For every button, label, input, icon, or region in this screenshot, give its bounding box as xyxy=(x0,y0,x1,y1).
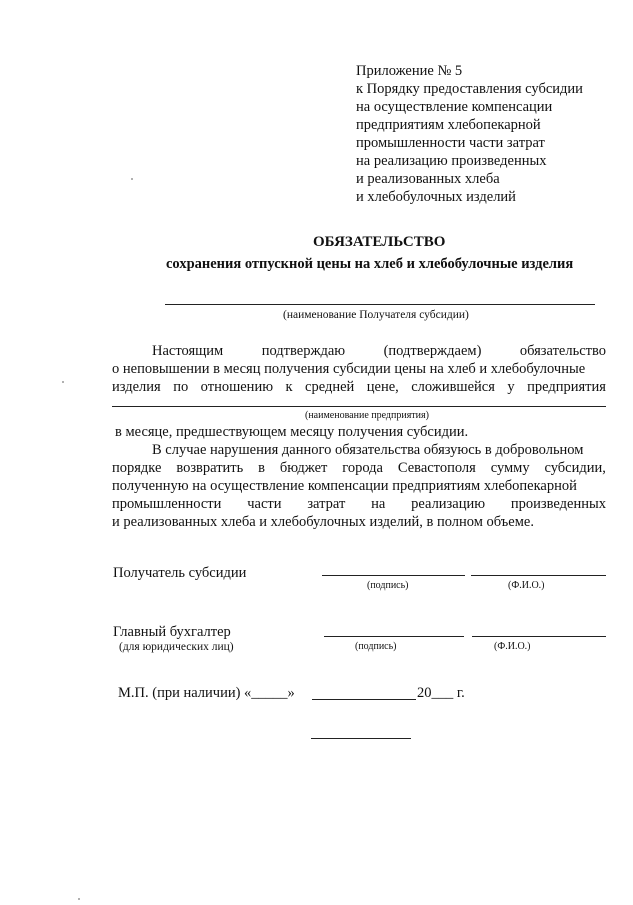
recipient-fio-line xyxy=(471,575,606,576)
para2-line-3: полученную на осуществление компенсации предприятиям хлебопекарной xyxy=(112,478,577,494)
body-word: средней xyxy=(305,379,355,395)
body-word: затрат xyxy=(307,496,346,512)
accountant-signature-caption: (подпись) xyxy=(355,641,397,652)
date-month-line xyxy=(312,699,416,700)
document-subtitle: сохранения отпускной цены на хлеб и хлебобулочные изделия xyxy=(166,256,574,272)
appendix-line: Приложение № 5 xyxy=(356,63,463,79)
body-word: бюджет xyxy=(279,460,328,476)
body-word: к xyxy=(285,379,293,395)
body-word: сложившейся xyxy=(411,379,495,395)
appendix-line: и реализованных хлеба xyxy=(356,171,500,187)
body-word: изделия xyxy=(112,379,161,395)
body-word: отношению xyxy=(200,379,274,395)
recipient-signature-line xyxy=(322,575,465,576)
body-line-3 xyxy=(112,379,606,397)
recipient-fio-caption: (Ф.И.О.) xyxy=(508,580,545,591)
appendix-line: и хлебобулочных изделий xyxy=(356,189,516,205)
body-word: произведенных xyxy=(510,496,606,512)
body-word: порядке xyxy=(112,460,162,476)
body-line-2: о неповышении в месяц получения субсидии цены на хлеб и хлебобулочные xyxy=(112,361,586,377)
body-word: возвратить xyxy=(176,460,244,476)
body-word: по xyxy=(173,379,189,395)
body-word: подтверждаю xyxy=(261,343,346,359)
body-word: Севастополя xyxy=(397,460,476,476)
separator-line xyxy=(311,738,411,739)
enterprise-name-line xyxy=(112,406,606,407)
para2-line-4 xyxy=(112,496,606,514)
body-word: промышленности xyxy=(112,496,222,512)
body-word: у xyxy=(507,379,515,395)
body-word: сумму xyxy=(490,460,530,476)
body-word: субсидии, xyxy=(544,460,606,476)
body-word: части xyxy=(247,496,282,512)
body-line-4: в месяце, предшествующем месяцу получения субсидии. xyxy=(115,424,469,440)
appendix-line: предприятиям хлебопекарной xyxy=(356,117,541,133)
accountant-note: (для юридических лиц) xyxy=(119,641,234,653)
accountant-fio-caption: (Ф.И.О.) xyxy=(494,641,531,652)
para2-line-1: В случае нарушения данного обязательства обязуюсь в добровольном xyxy=(152,442,584,458)
scan-speck xyxy=(78,898,80,900)
appendix-line: к Порядку предоставления субсидии xyxy=(356,81,583,97)
recipient-name-line xyxy=(165,304,595,305)
accountant-signature-line xyxy=(324,636,464,637)
body-word: цене, xyxy=(366,379,399,395)
body-word: предприятия xyxy=(527,379,606,395)
accountant-fio-line xyxy=(472,636,606,637)
body-word: города xyxy=(342,460,383,476)
scan-speck xyxy=(62,381,64,383)
appendix-line: на реализацию произведенных xyxy=(356,153,547,169)
body-word: на xyxy=(371,496,386,512)
body-word: обязательство xyxy=(519,343,606,359)
body-word: реализацию xyxy=(411,496,486,512)
body-word: Настоящим xyxy=(152,343,224,359)
recipient-label: Получатель субсидии xyxy=(113,565,247,581)
body-line-1 xyxy=(152,343,606,361)
document-title: ОБЯЗАТЕЛЬСТВО xyxy=(313,234,446,250)
recipient-signature-caption: (подпись) xyxy=(367,580,409,591)
stamp-year: 20___ г. xyxy=(417,685,465,701)
body-word: (подтверждаем) xyxy=(383,343,482,359)
para2-line-2 xyxy=(112,460,606,478)
body-word: в xyxy=(258,460,266,476)
accountant-label: Главный бухгалтер xyxy=(113,624,231,640)
stamp-label: М.П. (при наличии) «_____» xyxy=(118,685,295,701)
appendix-line: промышленности части затрат xyxy=(356,135,545,151)
scan-speck xyxy=(131,178,133,180)
appendix-block xyxy=(356,62,616,212)
appendix-line: на осуществление компенсации xyxy=(356,99,553,115)
para2-line-5: и реализованных хлеба и хлебобулочных изделий, в полном объеме. xyxy=(112,514,534,530)
enterprise-caption: (наименование предприятия) xyxy=(305,410,429,421)
recipient-caption: (наименование Получателя субсидии) xyxy=(283,309,469,321)
